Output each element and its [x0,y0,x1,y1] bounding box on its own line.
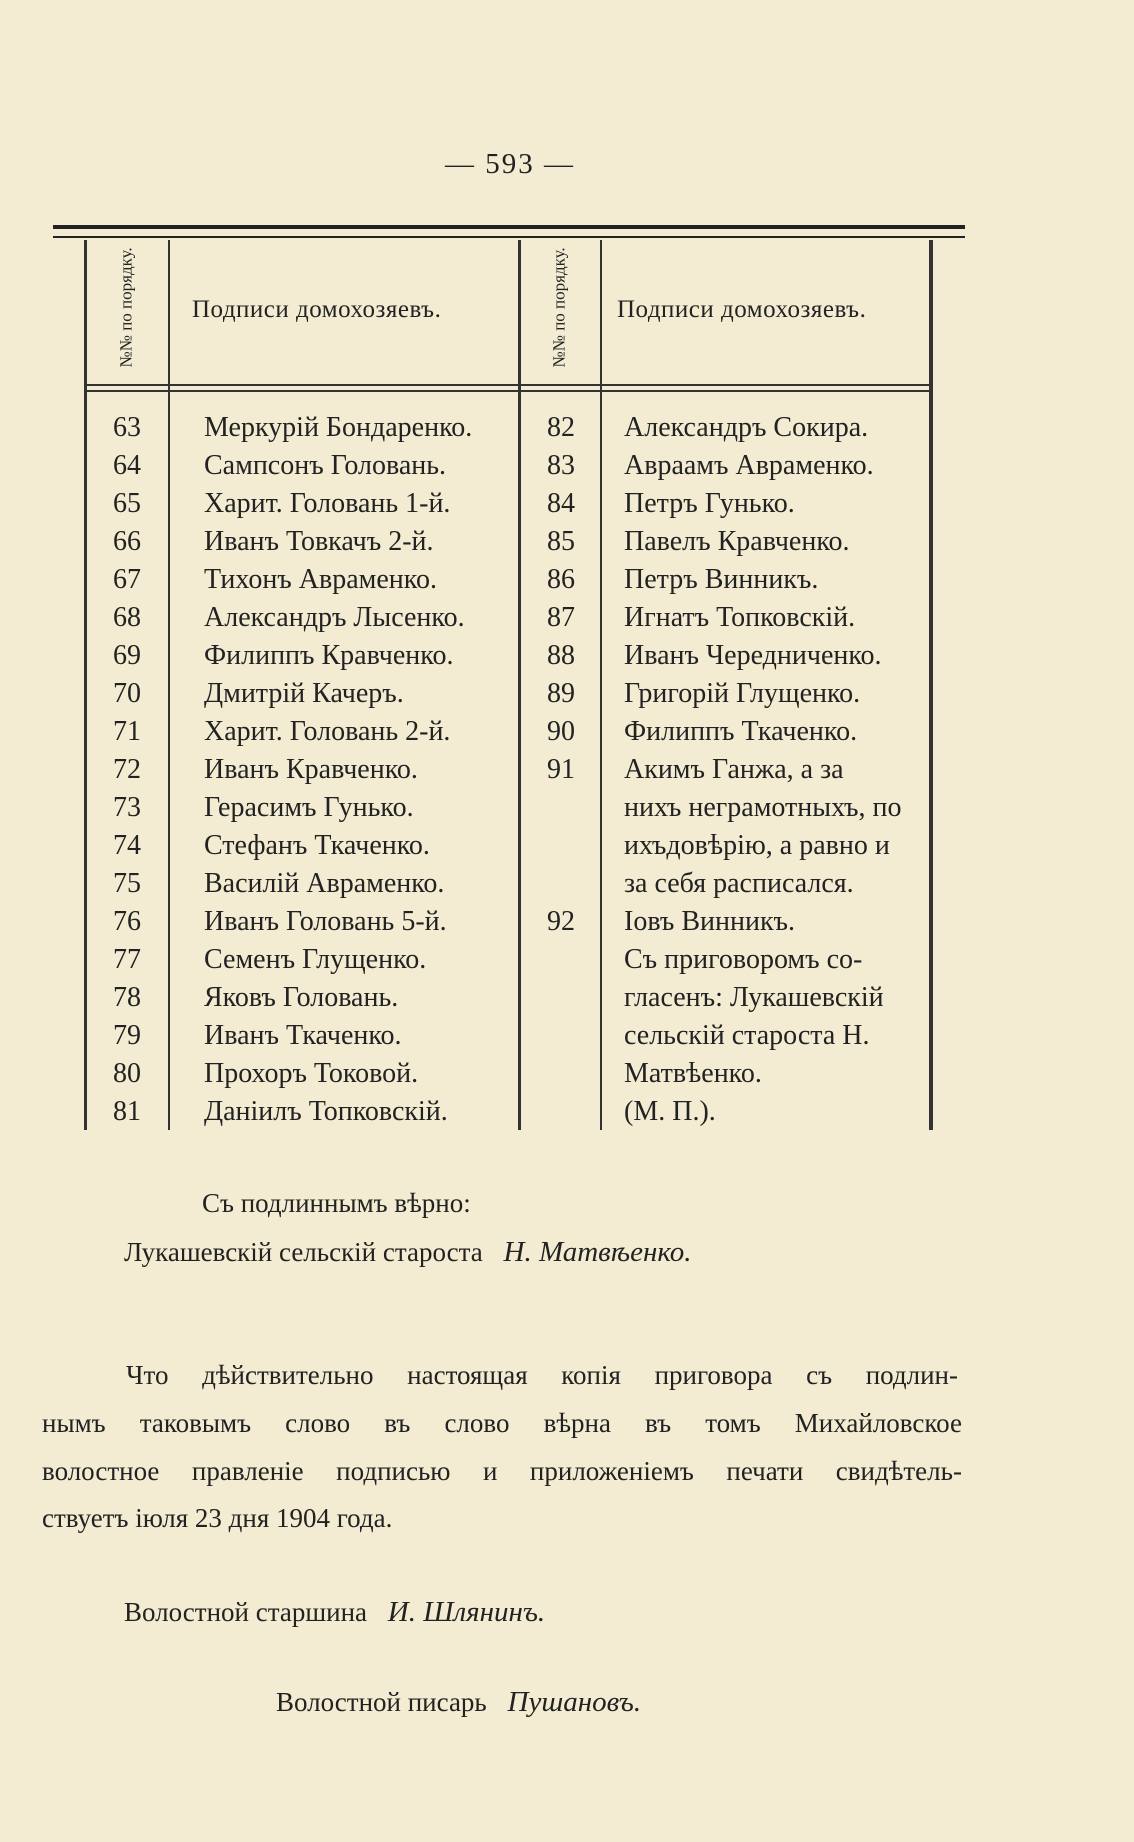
column-divider [600,240,602,1130]
householder-name: Александръ Сокира. [624,412,869,443]
householder-name: Иванъ Товкачъ 2-й. [204,526,434,557]
row-number: 80 [113,1058,141,1089]
householder-name: Филиппъ Кравченко. [204,640,454,671]
header-signatures-left: Подписи домохозяевъ. [192,296,442,323]
header-number-right: №№ по порядку. [549,247,569,368]
statement-word: въ [384,1408,411,1438]
header-rule [84,384,932,386]
certification-signature-line [124,1236,692,1269]
statement-word: настоящая [407,1360,528,1390]
row-number: 67 [113,564,141,595]
householder-name: Яковъ Головань. [204,982,399,1013]
householder-name: Авраамъ Авраменко. [624,450,874,481]
statement-word: дѣйствительно [202,1360,374,1390]
householder-name: Меркурій Бондаренко. [204,412,473,443]
row-number: 81 [113,1096,141,1127]
householder-name: Иванъ Кравченко. [204,754,418,785]
householder-name: гласенъ: Лукашевскій [624,982,884,1013]
householder-name: (М. П.). [624,1096,716,1127]
householder-name: Иванъ Головань 5-й. [204,906,447,937]
statement-word: нымъ [42,1408,106,1438]
statement-line-1 [126,1360,958,1391]
row-number: 73 [113,792,141,823]
row-number: 88 [547,640,575,671]
statement-word: волостное [42,1456,160,1486]
row-number: 87 [547,602,575,633]
statement-word: и [482,1456,498,1486]
householder-name: Съ приговоромъ со- [624,944,863,975]
certification-signature: Н. Матвѣенко. [503,1236,692,1268]
header-rule [84,390,932,392]
householder-name: Игнатъ Топковскій. [624,602,856,633]
table-left-border [84,240,87,1130]
row-number: 71 [113,716,141,747]
row-number: 64 [113,450,141,481]
row-number: 69 [113,640,141,671]
statement-word: въ [645,1408,672,1438]
row-number: 75 [113,868,141,899]
householder-name: Харит. Головань 1-й. [204,488,451,519]
row-number: 66 [113,526,141,557]
householder-name: ихъдовѣрію, а равно и [624,830,890,861]
row-number: 85 [547,526,575,557]
householder-name: Харит. Головань 2-й. [204,716,451,747]
row-number: 92 [547,906,575,937]
householder-name: Александръ Лысенко. [204,602,465,633]
householder-name: Прохоръ Токовой. [204,1058,419,1089]
row-number: 72 [113,754,141,785]
elder-title: Волостной старшина [124,1597,367,1627]
householder-name: Григорій Глущенко. [624,678,861,709]
householder-name: Семенъ Глущенко. [204,944,427,975]
householder-name: за себя расписался. [624,868,854,899]
column-divider [168,240,170,1130]
householder-name: нихъ неграмотныхъ, по [624,792,902,823]
table-right-border [929,240,933,1130]
row-number: 83 [547,450,575,481]
row-number: 78 [113,982,141,1013]
householder-name: Матвѣенко. [624,1058,762,1089]
statement-word: правленіе [191,1456,304,1486]
clerk-signature-line [276,1686,641,1719]
statement-word: приговора [654,1360,773,1390]
statement-word: приложеніемъ [529,1456,694,1486]
statement-word: подлин- [865,1360,958,1390]
row-number: 79 [113,1020,141,1051]
householder-name: Сампсонъ Головань. [204,450,447,481]
statement-word: таковымъ [139,1408,252,1438]
row-number: 90 [547,716,575,747]
clerk-title: Волостной писарь [276,1687,487,1717]
statement-word: копія [561,1360,621,1390]
statement-word: слово [285,1408,351,1438]
statement-word: печати [726,1456,804,1486]
row-number: 89 [547,678,575,709]
row-number: 63 [113,412,141,443]
header-signatures-right: Подписи домохозяевъ. [617,296,867,323]
row-number: 82 [547,412,575,443]
householder-name: Петръ Гунько. [624,488,795,519]
householder-name: Филиппъ Ткаченко. [624,716,858,747]
column-divider [518,240,521,1130]
statement-word: свидѣтель- [835,1456,962,1486]
householder-name: Иванъ Чередниченко. [624,640,882,671]
householder-name: Іовъ Винникъ. [624,906,796,937]
row-number: 65 [113,488,141,519]
row-number: 68 [113,602,141,633]
statement-line-4: ствуетъ іюля 23 дня 1904 года. [42,1503,393,1533]
householder-name: Стефанъ Ткаченко. [204,830,430,861]
page-number: — 593 — [445,148,575,180]
householder-name: Тихонъ Авраменко. [204,564,437,595]
table-top-rule [53,225,965,238]
statement-word: съ [806,1360,833,1390]
statement-word: слово [444,1408,510,1438]
householder-name: Петръ Винникъ. [624,564,819,595]
statement-line-3 [42,1456,962,1487]
statement-line-2 [42,1408,962,1439]
statement-word: Что [126,1360,169,1390]
row-number: 86 [547,564,575,595]
elder-signature-line [124,1596,545,1629]
statement-word: подписью [336,1456,451,1486]
row-number: 91 [547,754,575,785]
row-number: 84 [547,488,575,519]
householder-name: Акимъ Ганжа, а за [624,754,844,785]
statement-word: Михайловское [794,1408,962,1438]
clerk-signature: Пушановъ. [507,1686,642,1718]
row-number: 74 [113,830,141,861]
householder-name: Василій Авраменко. [204,868,445,899]
elder-signature: И. Шлянинъ. [387,1596,546,1628]
householder-name: Даніилъ Топковскій. [204,1096,448,1127]
certification-line: Съ подлиннымъ вѣрно: [202,1188,471,1218]
householder-name: сельскій староста Н. [624,1020,870,1051]
certification-title: Лукашевскій сельскій староста [124,1237,483,1267]
signatures-table [84,240,932,1130]
statement-word: вѣрна [543,1408,611,1438]
header-number-left: №№ по порядку. [116,247,136,368]
row-number: 76 [113,906,141,937]
householder-name: Павелъ Кравченко. [624,526,850,557]
statement-word: томъ [705,1408,761,1438]
row-number: 70 [113,678,141,709]
row-number: 77 [113,944,141,975]
householder-name: Иванъ Ткаченко. [204,1020,402,1051]
householder-name: Дмитрій Качеръ. [204,678,404,709]
householder-name: Герасимъ Гунько. [204,792,414,823]
